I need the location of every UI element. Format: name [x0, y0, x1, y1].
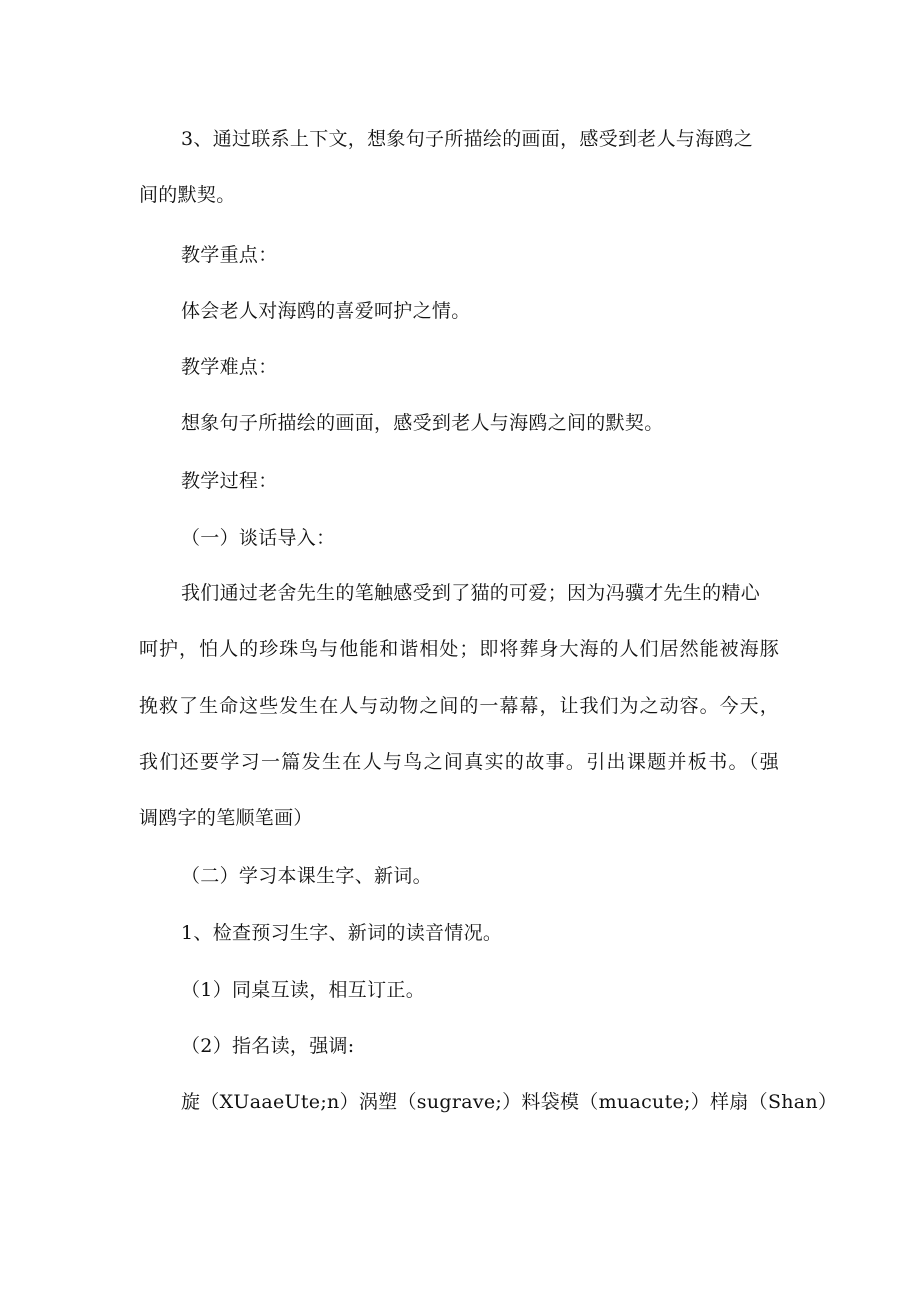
- heading-difficult-points: 教学难点：: [181, 356, 278, 378]
- intro-paragraph-line-3: 挽救了生命这些发生在人与动物之间的一幕幕，让我们为之动容。今天，: [139, 695, 779, 717]
- intro-paragraph-line-5: 调鸥字的笔顺笔画）: [139, 807, 313, 829]
- objective-3-line-2: 间的默契。: [139, 184, 236, 206]
- difficult-points-text: 想象句子所描绘的画面，感受到老人与海鸥之间的默契。: [181, 412, 664, 434]
- objective-3-line-1: 3、通过联系上下文，想象句子所描绘的画面，感受到老人与海鸥之: [181, 128, 754, 150]
- intro-paragraph-line-1: 我们通过老舍先生的笔触感受到了猫的可爱；因为冯骥才先生的精心: [181, 582, 761, 604]
- key-points-text: 体会老人对海鸥的喜爱呵护之情。: [181, 300, 471, 322]
- section-1-heading: （一）谈话导入：: [181, 527, 336, 549]
- heading-teaching-process: 教学过程：: [181, 470, 278, 492]
- step-1-sub-2: （2）指名读，强调:: [181, 1035, 355, 1057]
- heading-key-points: 教学重点：: [181, 244, 278, 266]
- step-1-sub-1: （1）同桌互读，相互订正。: [181, 979, 425, 1001]
- section-2-heading: （二）学习本课生字、新词。: [181, 865, 432, 887]
- intro-paragraph-line-2: 呵护，怕人的珍珠鸟与他能和谐相处；即将葬身大海的人们居然能被海豚: [139, 638, 779, 660]
- pronunciation-list: 旋（XUaaeUte;n）涡塑（sugrave;）料袋模（muacute;）样扇（Shan）: [181, 1091, 838, 1113]
- intro-paragraph-line-4: 我们还要学习一篇发生在人与鸟之间真实的故事。引出课题并板书。（强: [139, 751, 779, 773]
- step-1-text: 1、检查预习生字、新词的读音情况。: [181, 922, 503, 944]
